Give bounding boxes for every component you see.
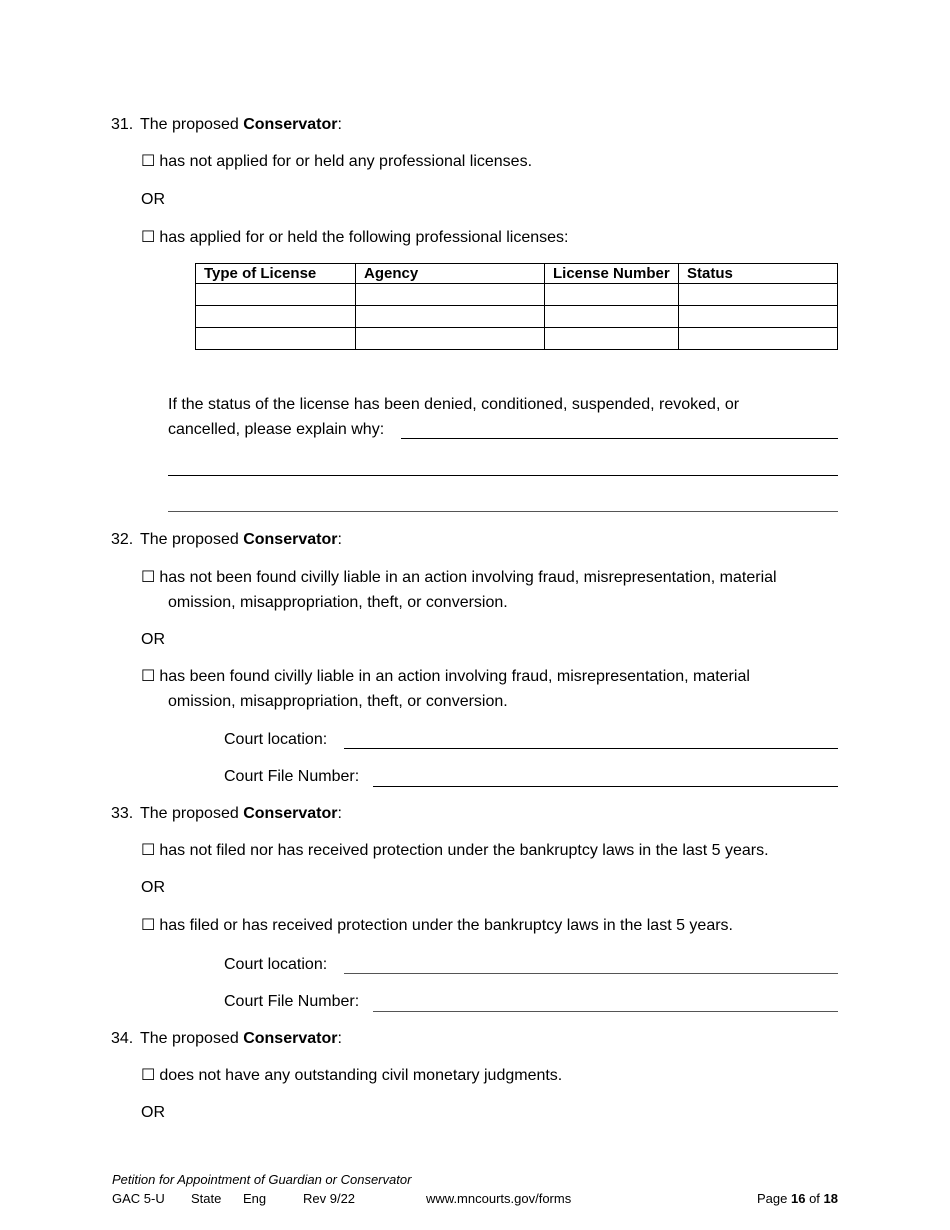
- q31-title: The proposed Conservator:: [140, 116, 342, 133]
- checkbox-icon[interactable]: ☐: [141, 1065, 156, 1084]
- footer-revision: Rev 9/22: [303, 1191, 356, 1206]
- table-cell[interactable]: [679, 328, 838, 350]
- q33-court-file-label: Court File Number:: [224, 993, 360, 1010]
- checkbox-icon[interactable]: ☐: [141, 151, 156, 170]
- table-row: [196, 284, 838, 306]
- q32-court-location-label: Court location:: [224, 731, 328, 748]
- court-location-input[interactable]: [344, 748, 838, 749]
- q32-or: OR: [141, 631, 165, 648]
- court-location-input[interactable]: [344, 973, 838, 974]
- table-cell[interactable]: [196, 328, 356, 350]
- court-file-number-input[interactable]: [373, 1011, 838, 1012]
- table-cell[interactable]: [545, 284, 679, 306]
- table-cell[interactable]: [356, 328, 545, 350]
- q32-option-not-liable[interactable]: ☐ has not been found civilly liable in an action involving fraud, misrepresentation, material: [141, 567, 777, 586]
- q32-court-file-label: Court File Number:: [224, 768, 360, 785]
- checkbox-icon[interactable]: ☐: [141, 567, 156, 586]
- q32-title: The proposed Conservator:: [140, 531, 342, 548]
- checkbox-icon[interactable]: ☐: [141, 840, 156, 859]
- explain-input-line[interactable]: [168, 511, 838, 512]
- col-status: Status: [679, 264, 838, 284]
- footer-form-title: Petition for Appointment of Guardian or Conservator: [112, 1172, 412, 1187]
- q32-number: 32.: [111, 531, 134, 548]
- col-type-of-license: Type of License: [196, 264, 356, 284]
- col-agency: Agency: [356, 264, 545, 284]
- checkbox-icon[interactable]: ☐: [141, 666, 156, 685]
- q31-explain-text-1: If the status of the license has been denied, conditioned, suspended, revoked, or: [168, 396, 740, 413]
- q33-title: The proposed Conservator:: [140, 805, 342, 822]
- footer-page-number: Page 16 of 18: [757, 1191, 838, 1206]
- col-license-number: License Number: [545, 264, 679, 284]
- table-cell[interactable]: [545, 328, 679, 350]
- q31-or: OR: [141, 191, 165, 208]
- q32-option-not-liable-cont: omission, misappropriation, theft, or conversion.: [168, 594, 508, 611]
- q33-court-location-label: Court location:: [224, 956, 328, 973]
- q33-option-not-filed[interactable]: ☐ has not filed nor has received protection under the bankruptcy laws in the last 5 years.: [141, 840, 769, 859]
- q31-option-not-held[interactable]: ☐ has not applied for or held any professional licenses.: [141, 151, 533, 170]
- court-file-number-input[interactable]: [373, 786, 838, 787]
- checkbox-icon[interactable]: ☐: [141, 915, 156, 934]
- q34-number: 34.: [111, 1030, 134, 1047]
- table-cell[interactable]: [679, 284, 838, 306]
- footer-url[interactable]: www.mncourts.gov/forms: [426, 1191, 572, 1206]
- q32-option-liable-cont: omission, misappropriation, theft, or conversion.: [168, 693, 508, 710]
- q31-option-held[interactable]: ☐ has applied for or held the following professional licenses:: [141, 227, 569, 246]
- footer-language: Eng: [243, 1191, 267, 1206]
- q31-number: 31.: [111, 116, 134, 133]
- table-cell[interactable]: [356, 284, 545, 306]
- q34-or: OR: [141, 1104, 165, 1121]
- table-row: [196, 328, 838, 350]
- q31-explain-text-2: cancelled, please explain why:: [168, 421, 385, 438]
- table-cell[interactable]: [196, 284, 356, 306]
- q34-option-no-judgments[interactable]: ☐ does not have any outstanding civil monetary judgments.: [141, 1065, 563, 1084]
- explain-input-line[interactable]: [168, 475, 838, 476]
- footer-state: State: [191, 1191, 222, 1206]
- explain-input-line[interactable]: [401, 438, 838, 439]
- q33-option-filed[interactable]: ☐ has filed or has received protection under the bankruptcy laws in the last 5 years.: [141, 915, 733, 934]
- q33-number: 33.: [111, 805, 134, 822]
- license-table: [195, 263, 838, 350]
- q34-title: The proposed Conservator:: [140, 1030, 342, 1047]
- q33-or: OR: [141, 879, 165, 896]
- table-cell[interactable]: [679, 306, 838, 328]
- table-row: [196, 306, 838, 328]
- checkbox-icon[interactable]: ☐: [141, 227, 156, 246]
- table-cell[interactable]: [196, 306, 356, 328]
- table-cell[interactable]: [356, 306, 545, 328]
- footer-form-code: GAC 5-U: [112, 1191, 165, 1206]
- q32-option-liable[interactable]: ☐ has been found civilly liable in an action involving fraud, misrepresentation, material: [141, 666, 750, 685]
- table-cell[interactable]: [545, 306, 679, 328]
